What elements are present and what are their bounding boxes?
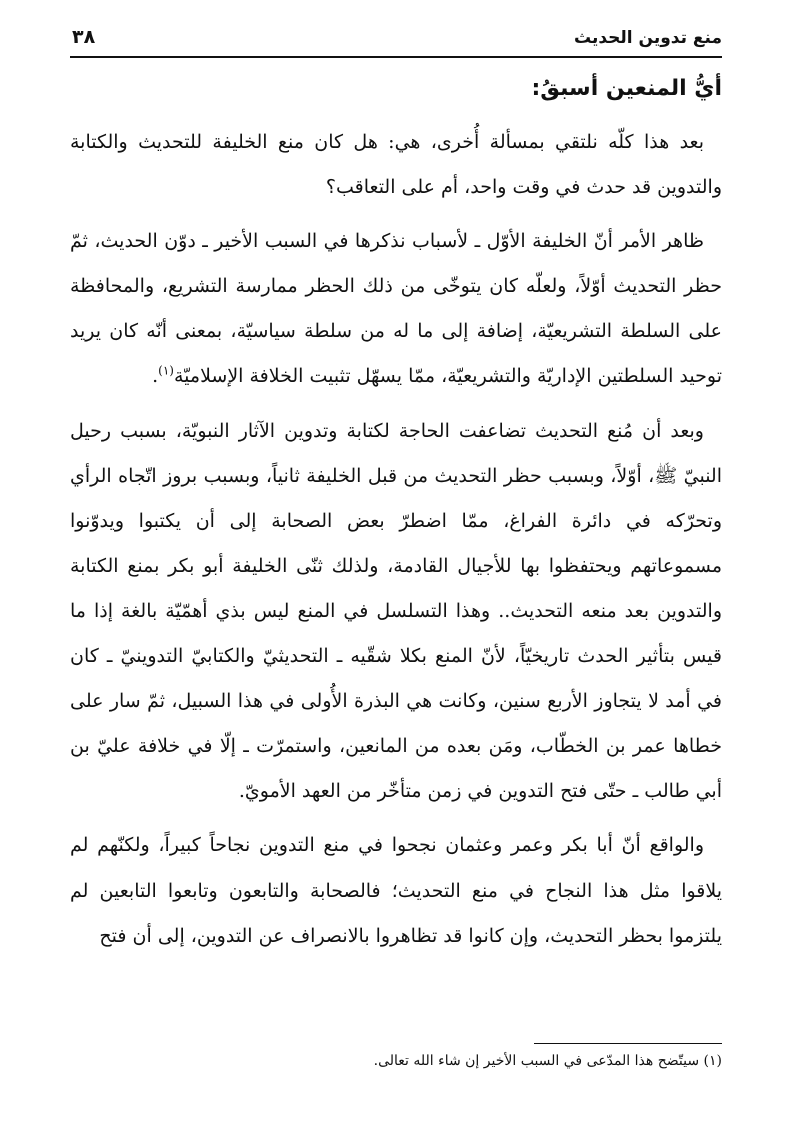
paragraph	[70, 219, 722, 399]
paragraph-end-mark: .	[152, 365, 159, 388]
footnote: (١) سيتّضح هذا المدّعى في السبب الأخير إن شاء الله تعالى.	[373, 1053, 722, 1069]
paragraph-text: ظاهر الأمر أنّ الخليفة الأوّل ـ لأسباب نذكرها في السبب الأخير ـ دوّن الحديث، ثمّ حظر التحديث أوّلاً، ولعلّه كان يتوخّى من ذلك الحظر ممارسة التشريع، والمحافظة على السلطة التشريعيّة، إضافة إلى ما له من سلطة سياسيّة، بمعنى أنّه كان يريد توحيد السلطتين الإداريّة والتشريعيّة، ممّا يسهّل تثبيت الخلافة الإسلاميّة	[70, 230, 722, 388]
running-title: منع تدوين الحديث	[573, 28, 722, 48]
paragraph: بعد هذا كلّه نلتقي بمسألة أُخرى، هي: هل كان منع الخليفة للتحديث والكتابة والتدوين قد حدث في وقت واحد، أم على التعاقب؟	[70, 131, 722, 199]
running-header	[70, 22, 722, 58]
paragraph: وبعد أن مُنع التحديث تضاعفت الحاجة لكتابة وتدوين الآثار النبويّة، بسبب رحيل النبيّ ﷺ، أوّلاً، وبسبب حظر التحديث من قبل الخليفة ثانياً، وبسبب بروز اتّجاه الرأي وتحرّكه في دائرة الفراغ، ممّا اضطرّ بعض الصحابة إلى أن يكتبوا ويدوّنوا مسموعاتهم ويحتفظوا بها للأجيال القادمة، ولذلك ثنّى الخليفة أبو بكر بمنع الكتابة والتدوين بعد منعه التحديث.. وهذا التسلسل في المنع ليس بذي أهمّيّة بالغة إذا ما قيس بتأثير الحدث تاريخيّاً، لأنّ المنع بكلا شقّيه ـ التحديثيّ والكتابيّ التدوينيّ ـ كان في أمد لا يتجاوز الأربع سنين، وكانت هي البذرة الأُولى في هذا السبيل، ثمّ سار على خطاها عمر بن الخطّاب، ومَن بعده من المانعين، واستمرّت ـ إلّا في خلافة عليّ بن أبي طالب ـ حتّى فتح التدوين في زمن متأخّر من العهد الأمويّ.	[70, 419, 722, 803]
section-heading: أيُّ المنعين أسبقُ:	[531, 76, 722, 101]
body-text	[70, 120, 722, 968]
paragraph: والواقع أنّ أبا بكر وعمر وعثمان نجحوا في منع التدوين نجاحاً كبيراً، ولكنّهم لم يلاقوا مثل هذا النجاح في منع التحديث؛ فالصحابة والتابعون وتابعوا التابعين لم يلتزموا بحظر التحديث، وإن كانوا قد تظاهروا بالانصراف عن التدوين، إلى أن فتح	[70, 834, 722, 947]
footnote-separator	[534, 1043, 722, 1044]
page-number: ٣٨	[72, 26, 96, 48]
footnote-reference: (١)	[158, 364, 174, 379]
